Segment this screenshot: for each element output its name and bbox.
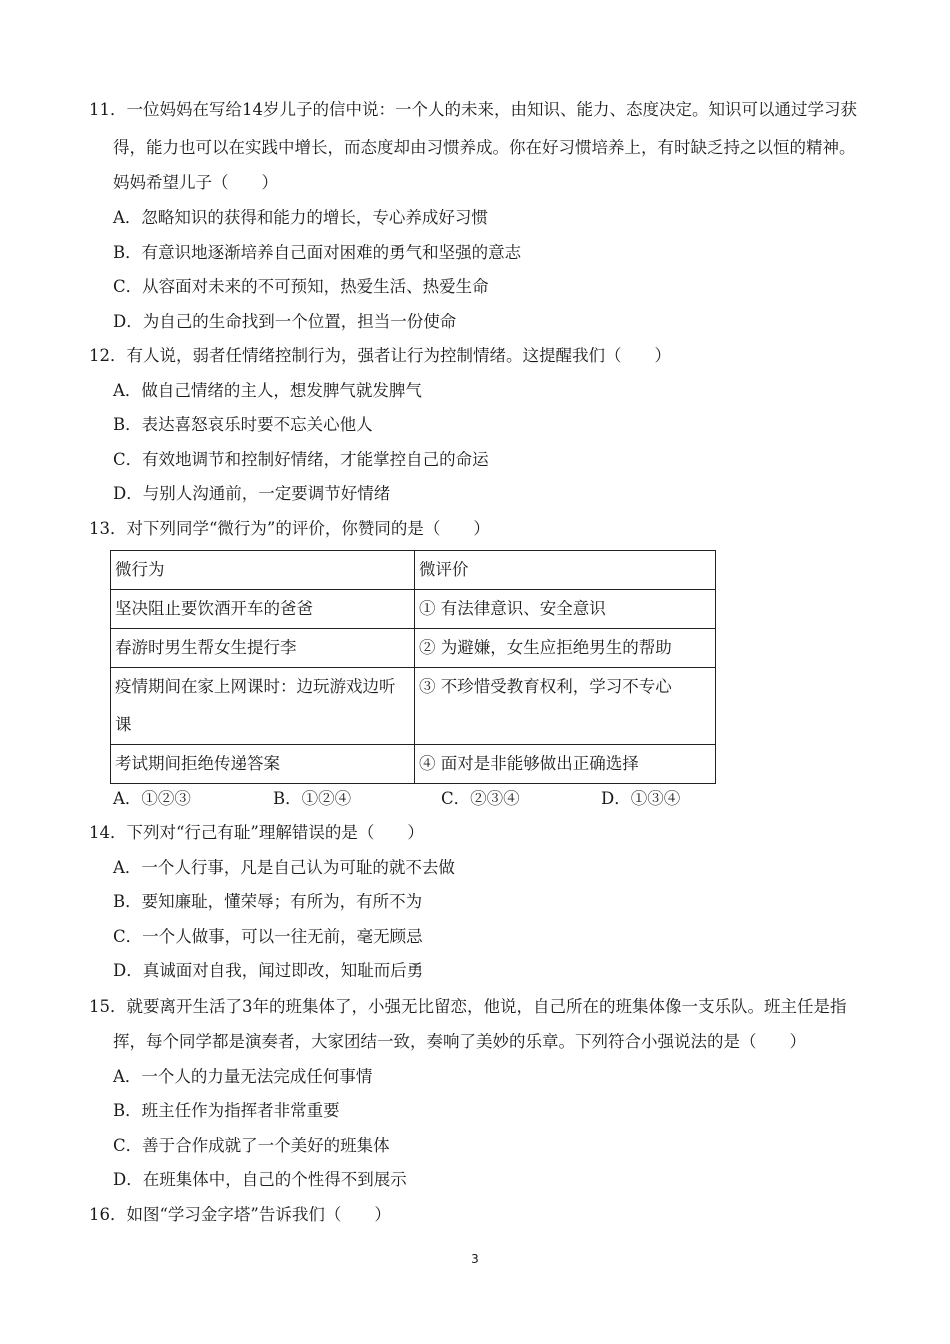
question-14-option-c: C．一个人做事，可以一往无前，毫无顾忌: [113, 927, 423, 946]
table-cell: ④ 面对是非能够做出正确选择: [415, 745, 716, 784]
question-13-option-c: C．②③④: [441, 789, 520, 808]
question-12-option-b: B．表达喜怒哀乐时要不忘关心他人: [113, 415, 373, 434]
question-15-stem: 15．就要离开生活了3年的班集体了，小强无比留恋，他说，自己所在的班集体像一支乐队。班主任是指: [89, 997, 847, 1016]
question-15-option-c: C．善于合作成就了一个美好的班集体: [113, 1136, 390, 1155]
question-13-option-a: A．①②③: [113, 789, 191, 808]
question-11-option-d: D．为自己的生命找到一个位置，担当一份使命: [113, 312, 457, 331]
table-cell: ① 有法律意识、安全意识: [415, 590, 716, 629]
question-14-option-d: D．真诚面对自我，闻过即改，知耻而后勇: [113, 961, 424, 980]
question-15-option-b: B．班主任作为指挥者非常重要: [113, 1101, 340, 1120]
question-13-stem: 13．对下列同学“微行为”的评价，你赞同的是（ ）: [89, 519, 490, 538]
question-14-stem: 14．下列对“行己有耻”理解错误的是（ ）: [89, 823, 424, 842]
table-header-cell: 微评价: [415, 551, 716, 590]
table-cell: 坚决阻止要饮酒开车的爸爸: [111, 590, 415, 629]
question-11-option-b: B．有意识地逐渐培养自己面对困难的勇气和坚强的意志: [113, 243, 522, 262]
question-12-option-c: C．有效地调节和控制好情绪，才能掌控自己的命运: [113, 450, 489, 469]
question-11-continuation-1: 得，能力也可以在实践中增长，而态度却由习惯养成。你在好习惯培养上，有时缺乏持之以恒的精神。: [113, 138, 856, 157]
table-cell: 考试期间拒绝传递答案: [111, 745, 415, 784]
question-13-option-d: D．①③④: [601, 789, 681, 808]
table-cell: 春游时男生帮女生提行李: [111, 629, 415, 668]
table-row: [111, 629, 716, 668]
table-header-cell: 微行为: [111, 551, 415, 590]
table-cell: ③ 不珍惜受教育权利，学习不专心: [415, 668, 716, 745]
question-11-continuation-2: 妈妈希望儿子（ ）: [113, 173, 278, 192]
table-row: [111, 745, 716, 784]
question-14-option-a: A．一个人行事，凡是自己认为可耻的就不去做: [113, 858, 455, 877]
question-15-continuation-1: 挥，每个同学都是演奏者，大家团结一致，奏响了美妙的乐章。下列符合小强说法的是（ ）: [113, 1032, 806, 1051]
question-15-option-d: D．在班集体中，自己的个性得不到展示: [113, 1170, 407, 1189]
question-16-stem: 16．如图“学习金字塔”告诉我们（ ）: [89, 1205, 391, 1224]
question-14-option-b: B．要知廉耻，懂荣辱；有所为，有所不为: [113, 892, 423, 911]
question-15-option-a: A．一个人的力量无法完成任何事情: [113, 1067, 373, 1086]
table-cell: ② 为避嫌，女生应拒绝男生的帮助: [415, 629, 716, 668]
page-number: 3: [471, 1252, 479, 1266]
question-11-option-a: A．忽略知识的获得和能力的增长，专心养成好习惯: [113, 208, 488, 227]
question-12-stem: 12．有人说，弱者任情绪控制行为，强者让行为控制情绪。这提醒我们（ ）: [89, 346, 671, 365]
question-12-option-d: D．与别人沟通前，一定要调节好情绪: [113, 484, 391, 503]
question-11-option-c: C．从容面对未来的不可预知，热爱生活、热爱生命: [113, 277, 489, 296]
table-cell: 疫情期间在家上网课时：边玩游戏边听课: [111, 668, 415, 745]
table-row: [111, 668, 716, 745]
table-header-row: [111, 551, 716, 590]
micro-behavior-table: [110, 550, 716, 784]
question-11-stem: 11．一位妈妈在写给14岁儿子的信中说：一个人的未来，由知识、能力、态度决定。知识可以通过学习获: [89, 100, 857, 119]
question-12-option-a: A．做自己情绪的主人，想发脾气就发脾气: [113, 381, 422, 400]
question-13-option-b: B．①②④: [273, 789, 352, 808]
table-row: [111, 590, 716, 629]
